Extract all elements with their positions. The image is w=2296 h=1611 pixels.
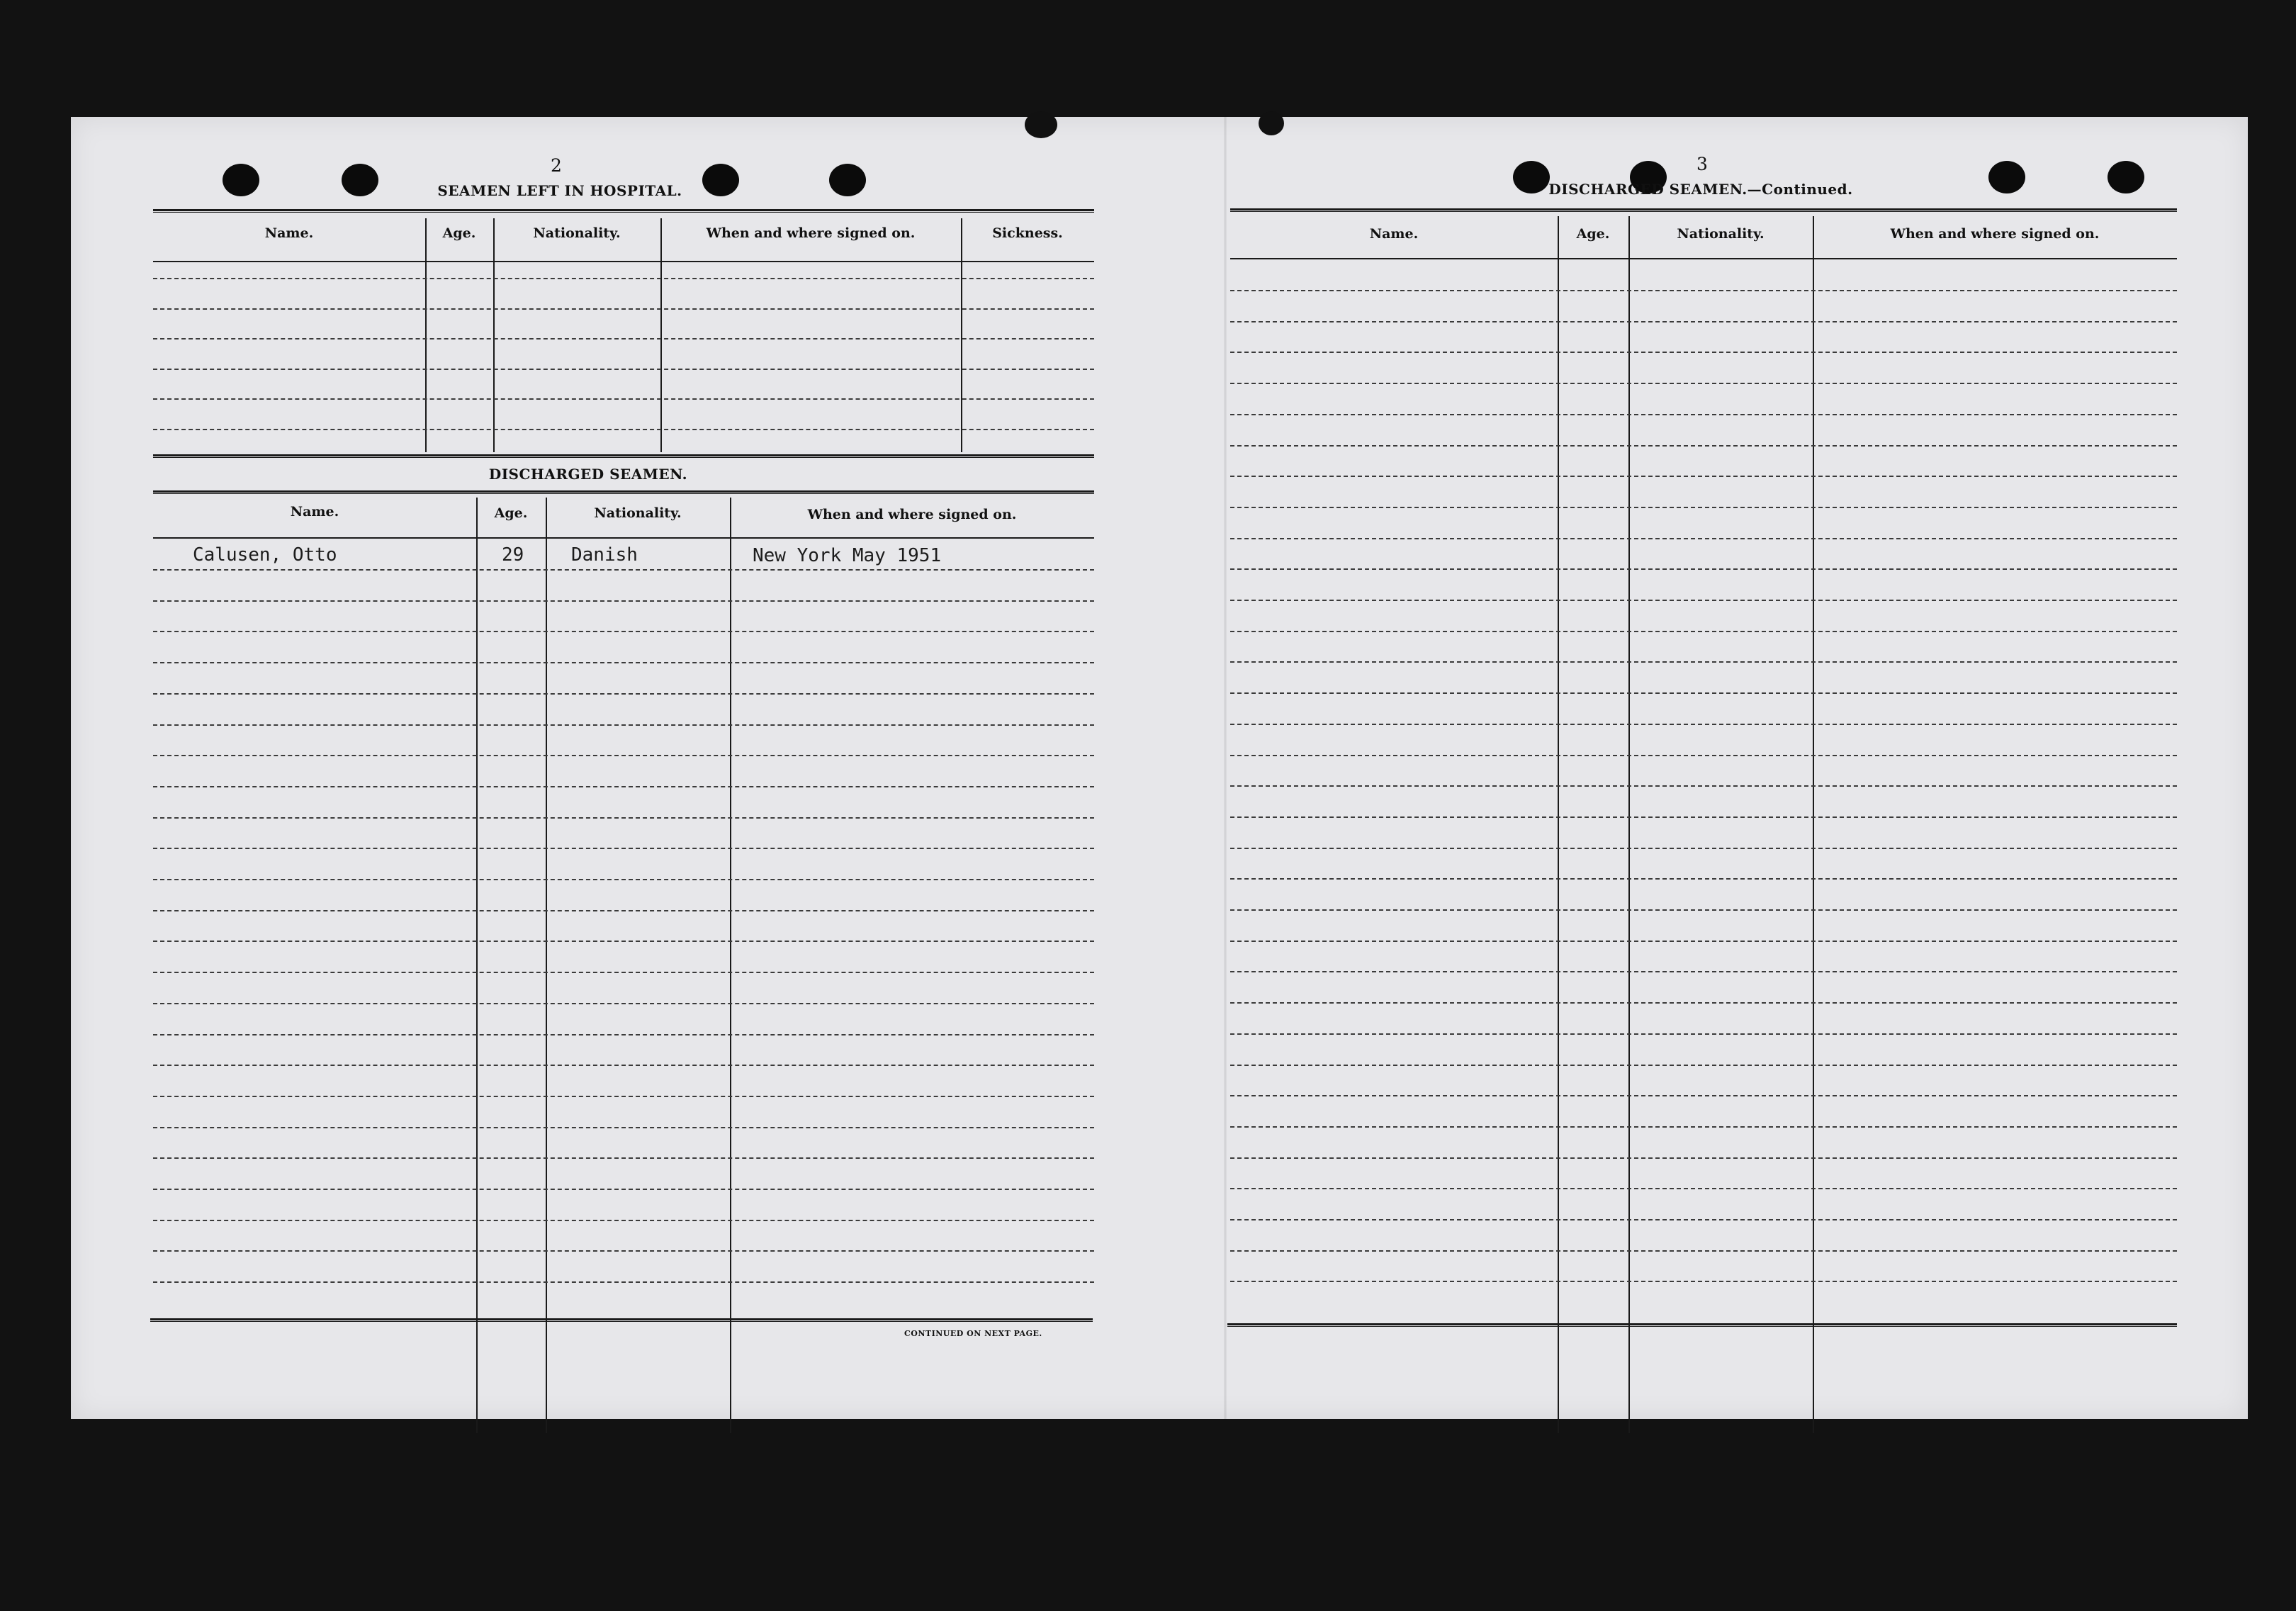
page-number: 2 <box>551 155 562 176</box>
punch-hole <box>1988 161 2025 193</box>
row-rule <box>153 1034 1094 1035</box>
row-rule <box>153 1127 1094 1128</box>
row-rule <box>1230 321 2177 322</box>
col-head-age: Age. <box>1576 226 1610 242</box>
ledger-sheet <box>71 117 2248 1419</box>
row-rule <box>1230 1157 2177 1159</box>
row-rule <box>1230 909 2177 911</box>
column-divider <box>546 498 547 1433</box>
punch-hole <box>223 164 259 196</box>
column-divider <box>476 498 478 1433</box>
row-rule <box>1230 755 2177 756</box>
row-rule <box>1230 661 2177 663</box>
row-rule <box>1230 507 2177 508</box>
row-rule <box>153 972 1094 973</box>
col-head-sickness: Sickness. <box>992 225 1063 241</box>
row-rule <box>1230 631 2177 632</box>
row-rule <box>1230 971 2177 972</box>
row-rule <box>1230 1188 2177 1189</box>
row-rule <box>153 724 1094 726</box>
hospital-section-title: SEAMEN LEFT IN HOSPITAL. <box>437 182 682 199</box>
row-rule <box>1230 878 2177 880</box>
row-rule <box>1230 445 2177 447</box>
row-rule <box>153 786 1094 787</box>
entry-nationality: Danish <box>571 544 638 566</box>
row-rule <box>153 817 1094 819</box>
section-rule <box>153 490 1094 494</box>
row-rule <box>1230 848 2177 849</box>
entry-age: 29 <box>502 544 524 566</box>
punch-hole <box>2108 161 2144 193</box>
row-rule <box>1230 414 2177 415</box>
row-rule <box>1230 1065 2177 1066</box>
col-head-name: Name. <box>264 225 314 241</box>
table-rule <box>1230 258 2177 259</box>
row-rule <box>153 755 1094 756</box>
row-rule <box>1230 290 2177 291</box>
row-rule <box>1230 1250 2177 1252</box>
row-rule <box>1230 1033 2177 1035</box>
table-rule <box>153 537 1094 539</box>
entry-signed-on: New York May 1951 <box>753 545 942 566</box>
col-head-signed-on: When and where signed on. <box>1890 226 2100 242</box>
column-divider <box>660 218 662 452</box>
row-rule <box>1230 568 2177 570</box>
row-rule <box>153 1281 1094 1283</box>
row-rule <box>153 662 1094 663</box>
row-rule <box>153 1220 1094 1221</box>
row-rule <box>1230 785 2177 787</box>
entry-name: Calusen, Otto <box>193 544 337 566</box>
row-rule <box>153 1096 1094 1097</box>
row-rule <box>1230 1281 2177 1282</box>
column-divider <box>425 218 427 452</box>
row-rule <box>153 879 1094 880</box>
row-rule <box>153 941 1094 942</box>
binding-mark <box>1259 111 1284 135</box>
row-rule <box>1230 1126 2177 1128</box>
column-divider <box>961 218 962 452</box>
header-rule <box>1230 208 2177 212</box>
binding-mark <box>1025 111 1057 138</box>
col-head-nationality: Nationality. <box>594 505 682 521</box>
row-rule <box>1230 600 2177 601</box>
row-rule <box>1230 476 2177 477</box>
col-head-nationality: Nationality. <box>1677 226 1765 242</box>
row-rule <box>153 1065 1094 1066</box>
row-rule <box>153 1157 1094 1159</box>
discharged-section-title: DISCHARGED SEAMEN. <box>488 466 688 483</box>
row-rule <box>1230 816 2177 818</box>
row-rule <box>1230 1002 2177 1004</box>
row-rule <box>153 910 1094 911</box>
row-rule <box>1230 1095 2177 1096</box>
row-rule <box>1230 692 2177 694</box>
punch-hole <box>702 164 739 196</box>
row-rule <box>153 693 1094 695</box>
row-rule <box>1230 538 2177 539</box>
page-number: 3 <box>1696 154 1708 174</box>
bottom-rule <box>150 1318 1093 1322</box>
row-rule <box>153 1003 1094 1004</box>
row-rule <box>1230 941 2177 942</box>
punch-hole <box>342 164 378 196</box>
row-rule <box>153 338 1094 339</box>
row-rule <box>153 278 1094 279</box>
row-rule <box>153 848 1094 849</box>
col-head-nationality: Nationality. <box>533 225 621 241</box>
row-rule <box>1230 724 2177 725</box>
section-rule <box>153 454 1094 458</box>
row-rule <box>1230 352 2177 353</box>
col-head-signed-on: When and where signed on. <box>706 225 916 241</box>
bottom-rule <box>1227 1323 2177 1327</box>
row-rule <box>153 1189 1094 1190</box>
punch-hole <box>829 164 866 196</box>
page-fold <box>1224 117 1227 1419</box>
table-rule <box>153 261 1094 262</box>
row-rule <box>153 429 1094 430</box>
row-rule <box>153 631 1094 632</box>
row-rule <box>153 569 1094 571</box>
header-rule <box>153 209 1094 213</box>
row-rule <box>1230 383 2177 384</box>
col-head-age: Age. <box>442 225 476 241</box>
row-rule <box>153 369 1094 370</box>
row-rule <box>153 308 1094 310</box>
col-head-signed-on: When and where signed on. <box>807 507 1017 522</box>
row-rule <box>153 398 1094 400</box>
row-rule <box>153 600 1094 602</box>
column-divider <box>493 218 495 452</box>
row-rule <box>1230 1219 2177 1220</box>
discharged-continued-title: DISCHARGED SEAMEN.—Continued. <box>1548 181 1853 198</box>
col-head-name: Name. <box>290 504 339 520</box>
col-head-name: Name. <box>1369 226 1419 242</box>
row-rule <box>153 1250 1094 1252</box>
col-head-age: Age. <box>494 505 528 521</box>
column-divider <box>730 498 731 1433</box>
continued-note: CONTINUED ON NEXT PAGE. <box>904 1329 1042 1338</box>
